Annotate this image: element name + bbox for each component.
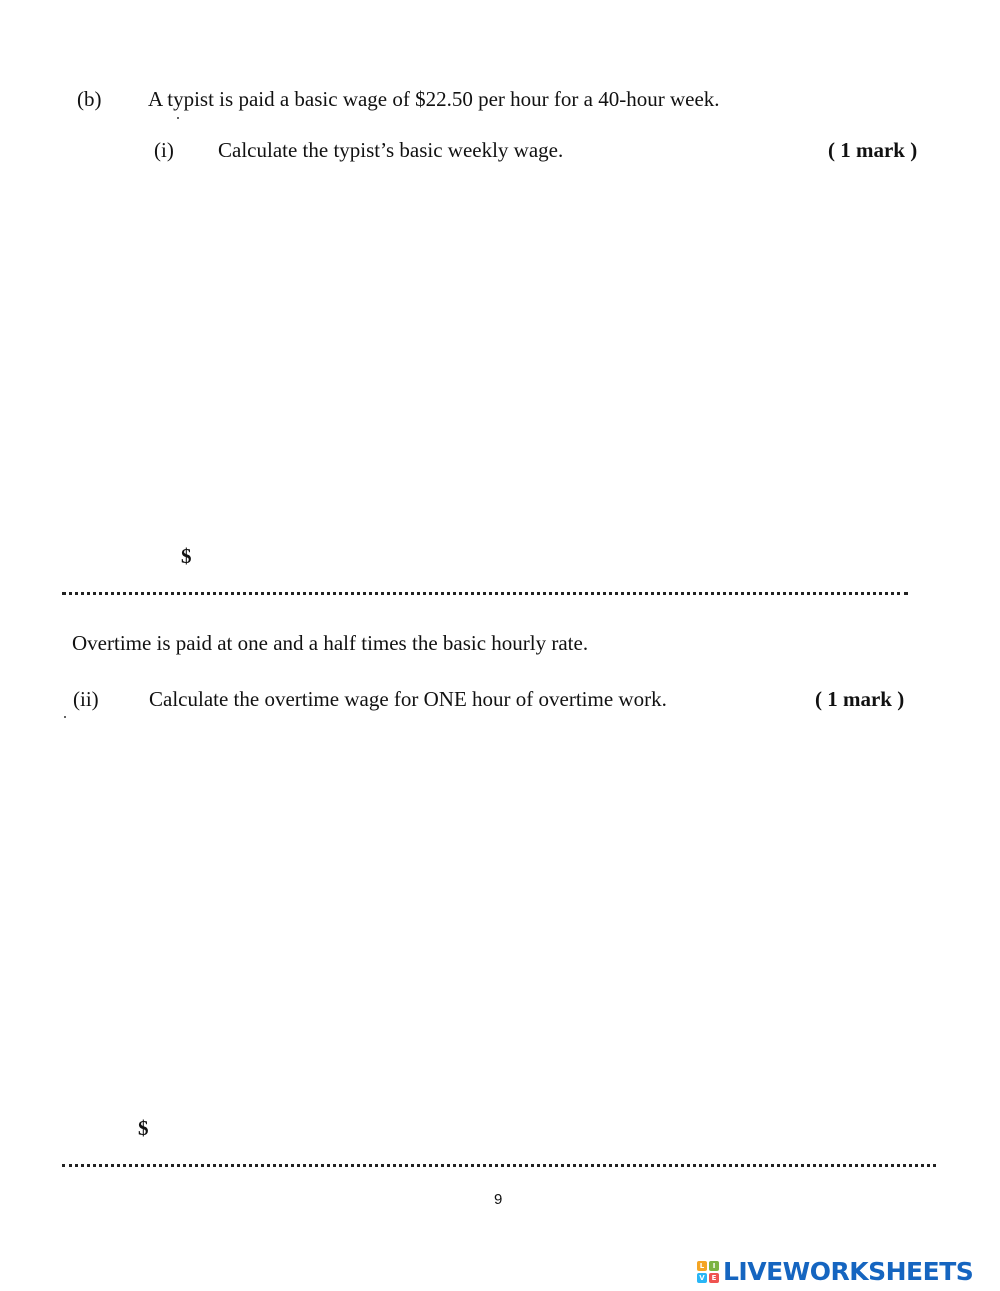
logo-cell-2: I	[709, 1261, 719, 1271]
overtime-note: Overtime is paid at one and a half times the basic hourly rate.	[72, 631, 589, 655]
logo-text: LIVEWORKSHEETS	[723, 1257, 974, 1286]
answer-ii-currency: $	[138, 1116, 149, 1140]
question-ii-label: (ii)	[73, 687, 99, 711]
logo-cell-4: E	[709, 1273, 719, 1283]
part-b-label: (b)	[77, 87, 102, 111]
page-number: 9	[494, 1191, 503, 1208]
scan-speck	[64, 716, 66, 718]
answer-i-input[interactable]	[200, 545, 904, 585]
logo-cell-3: V	[697, 1273, 707, 1283]
question-i-text: Calculate the typist’s basic weekly wage.	[218, 138, 564, 162]
scan-speck	[177, 117, 179, 119]
question-ii-marks: ( 1 mark )	[815, 687, 905, 711]
part-b-intro: A typist is paid a basic wage of $22.50 per hour for a 40-hour week.	[148, 87, 720, 111]
question-ii-text: Calculate the overtime wage for ONE hour of overtime work.	[149, 687, 667, 711]
liveworksheets-logo	[697, 1256, 973, 1288]
answer-i-dotted-line	[62, 592, 908, 595]
answer-i-currency: $	[181, 544, 192, 568]
logo-cell-1: L	[697, 1261, 707, 1271]
answer-ii-input[interactable]	[158, 1117, 922, 1157]
logo-mark-icon	[697, 1261, 719, 1283]
answer-ii-dotted-line	[62, 1164, 936, 1167]
question-i-label: (i)	[154, 138, 174, 162]
question-i-marks: ( 1 mark )	[828, 138, 918, 162]
